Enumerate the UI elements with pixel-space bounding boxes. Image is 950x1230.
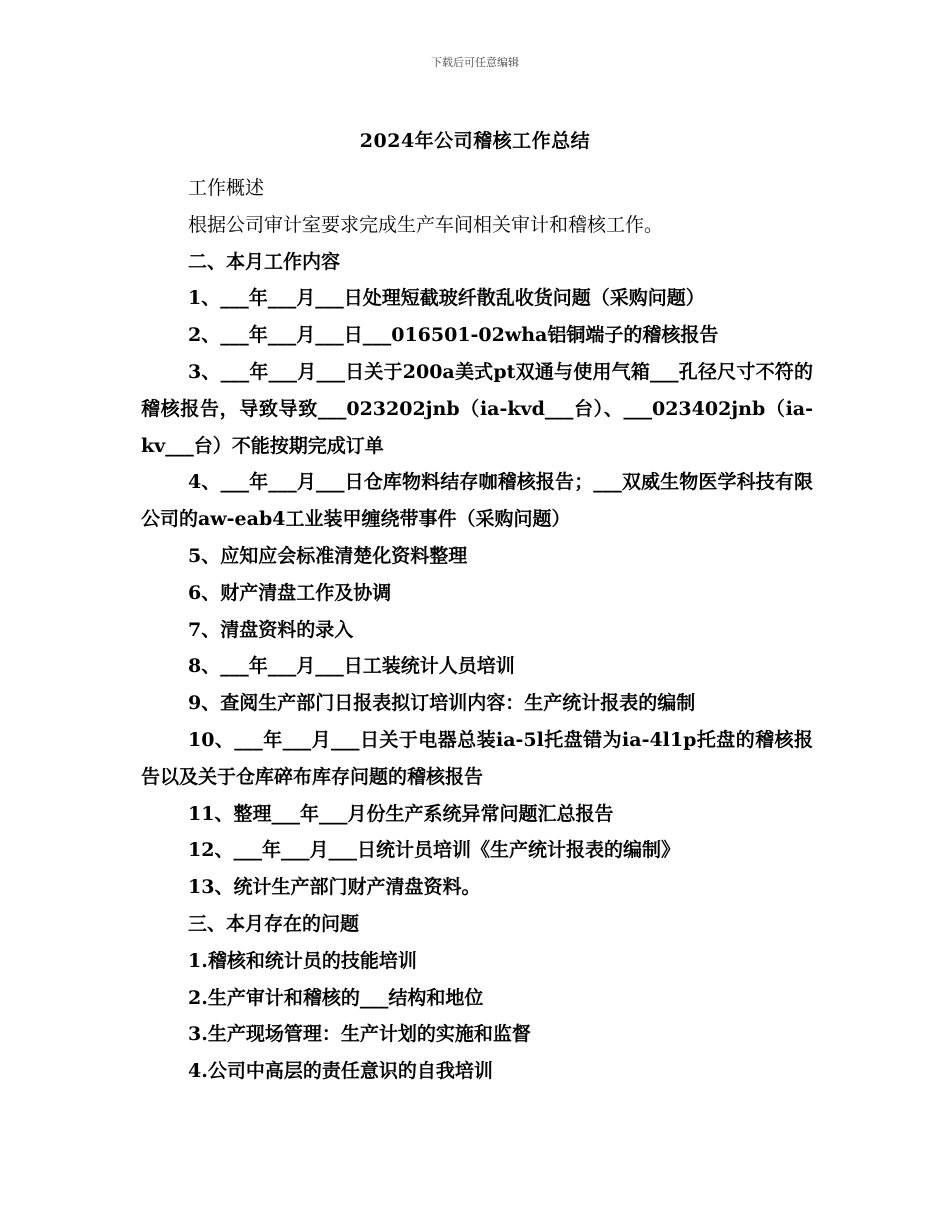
section-heading-work-content: 二、本月工作内容 (188, 250, 341, 273)
list-item: 9、查阅生产部门日报表拟订培训内容：生产统计报表的编制 (188, 692, 696, 715)
section-heading-issues: 三、本月存在的问题 (188, 912, 360, 935)
list-item: 1.稽核和统计员的技能培训 (188, 949, 417, 972)
list-item: 2、___年___月___日___016501-02wha铝铜端子的稽核报告 (188, 324, 719, 347)
paragraph-overview-heading: 工作概述 (188, 177, 265, 199)
list-item: 10、___年___月___日关于电器总装ia-5l托盘错为ia-4l1p托盘的稽核报告以及关于仓库碎布库存问题的稽核报告 (141, 728, 813, 788)
list-item: 11、整理___年___月份生产系统异常问题汇总报告 (188, 802, 614, 825)
list-item: 5、应知应会标准清楚化资料整理 (188, 544, 468, 567)
list-item: 3.生产现场管理：生产计划的实施和监督 (188, 1023, 531, 1046)
list-item: 6、财产清盘工作及协调 (188, 581, 392, 604)
page-header-note: 下载后可任意编辑 (431, 56, 519, 69)
list-item: 7、清盘资料的录入 (188, 618, 354, 641)
list-item: 12、___年___月___日统计员培训《生产统计报表的编制》 (188, 839, 680, 862)
list-item: 4、___年___月___日仓库物料结存咖稽核报告；___双威生物医学科技有限公司的aw-eab4工业装甲缠绕带事件（采购问题） (141, 471, 813, 531)
document-body (141, 170, 813, 1090)
list-item: 1、___年___月___日处理短截玻纤散乱收货问题（采购问题） (188, 287, 705, 310)
list-item: 3、___年___月___日关于200a美式pt双通与使用气箱___孔径尺寸不符的稽核报告，导致导致___023202jnb（ia-kvd___台）、___023402jnb（ia-kv___台）不能按期完成订单 (141, 360, 813, 457)
list-item: 8、___年___月___日工装统计人员培训 (188, 655, 515, 678)
list-item: 4.公司中高层的责任意识的自我培训 (188, 1060, 493, 1083)
list-item: 13、统计生产部门财产清盘资料。 (188, 876, 481, 899)
list-item: 2.生产审计和稽核的___结构和地位 (188, 986, 484, 1009)
paragraph-overview-text: 根据公司审计室要求完成生产车间相关审计和稽核工作。 (188, 213, 664, 236)
document-title: 2024年公司稽核工作总结 (359, 130, 591, 152)
